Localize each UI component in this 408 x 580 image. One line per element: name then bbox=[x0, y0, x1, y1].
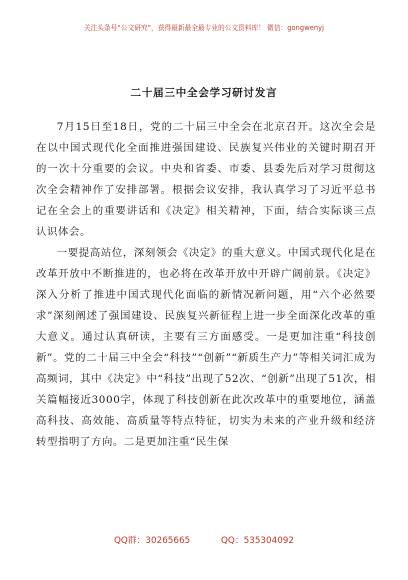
body-paragraph-1: 7月15日至18日，党的二十届三中全会在北京召开。这次全会是在以中国式现代化全面推进强国建设、民族复兴伟业的关键时期召开的一次十分重要的会议。中央和省委、市委、县委先后对学习贯彻这次全会精神作了安排部署。根据会议安排，我认真学习了习近平总书记在全会上的重要讲话和《决定》相关精神，下面，结合实际谈三点认识体会。 bbox=[36, 121, 376, 238]
footer-qq: QQ：535304092 bbox=[220, 536, 295, 546]
body-paragraph-2: 一要提高站位，深刻领会《决定》的重大意义。中国式现代化是在改革开放中不断推进的，也必将在改革开放中开辟广阔前景。《决定》深入分析了推进中国式现代化面临的新情况新问题，用“六个必然要求”深刻阐述了强国建设、民族复兴新征程上进一步全面深化改革的重大意义。通过认真研读，主要有三方面感受。一是更加注重“科技创新”。党的二十届三中全会“科技”“创新”“新质生产力”等相关词汇成为高频词，其中《决定》中“科技”出现了52次、“创新”出现了51次，相关篇幅接近3000字，体现了科技创新在此次改革中的重要地位，涵盖高科技、高效能、高质量等特点特征，切实为未来的产业升级和经济转型指明了方向。二是更加注重“民生保 bbox=[36, 247, 376, 448]
footer-qq-group: QQ群：30265665 bbox=[113, 536, 191, 546]
document-title: 二十届三中全会学习研讨发言 bbox=[130, 87, 278, 99]
footer-contacts bbox=[0, 533, 408, 546]
header-promo-note: 关注头条号“公文研究”，获得最新最全最专业的公文资料库！ 微信：gongwenyj bbox=[83, 24, 325, 32]
document-body bbox=[36, 117, 376, 453]
